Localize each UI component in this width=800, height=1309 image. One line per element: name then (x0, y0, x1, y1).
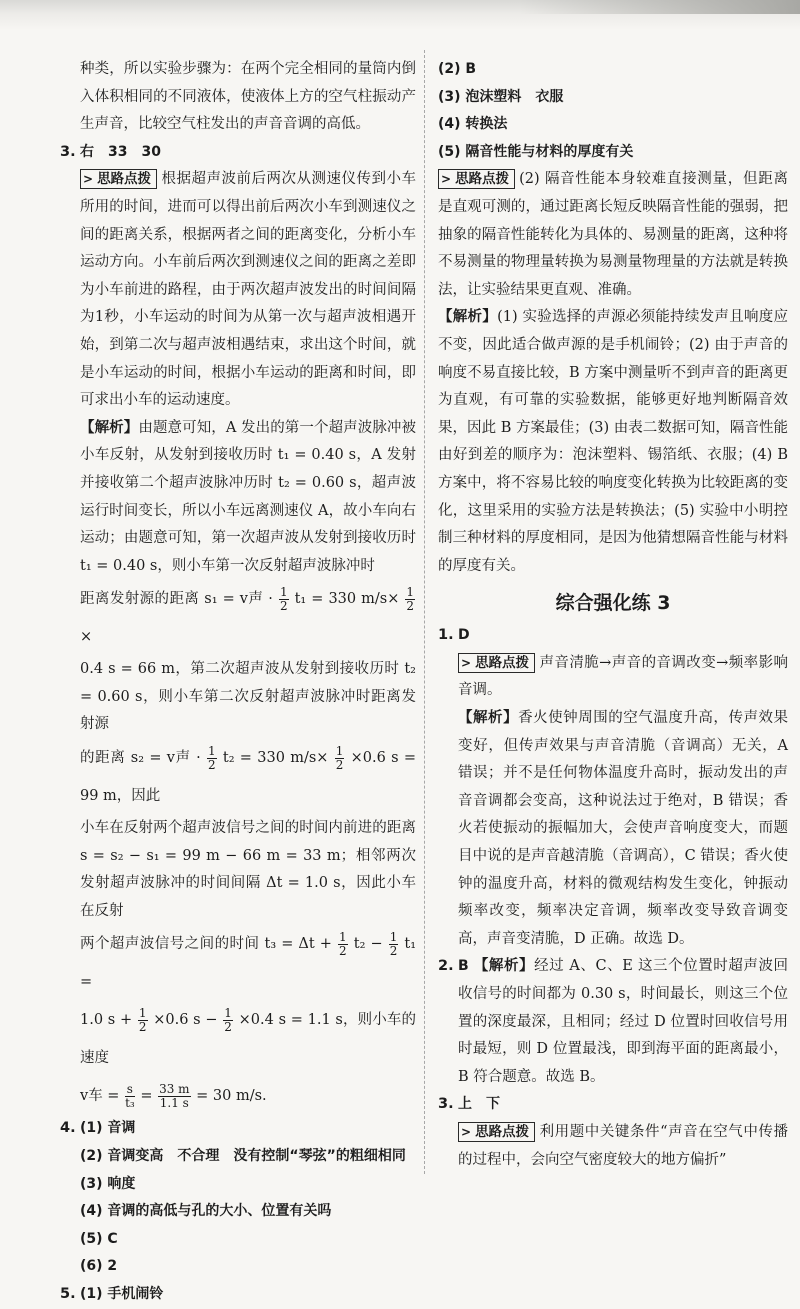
r-q3-tip-tag (458, 1122, 535, 1142)
q5-answer-item: (4) 转换法 (438, 116, 508, 133)
fraction-numerator: 33 m (159, 1081, 190, 1096)
q5-jiexi-text: (1) 实验选择的声源必须能持续发声且响度应不变，因此适合做声源的是手机闹铃；(2) 由于声音的响度不易直接比较，B 方案中测量听不到声音的距离更为直观，有可靠的实验数据，能够更好地判断隔音效果，因此 B 方案最佳；(3) 由表二数据可知，隔音性能由好到差的顺序为：泡沫塑料、锡箔纸、衣服；(4) B 方案中，将不容易比较的响度变化转换为比较距离的变化，这里采用的实验方法是转换法；(5) 实验中小明控制三种材料的厚度相同，是因为他猜想隔音性能与材料的厚度有关。 (438, 309, 788, 574)
q3-formula-v-a: v车 = (80, 1088, 120, 1105)
fraction-half (405, 586, 415, 613)
fraction-denominator: 2 (335, 757, 344, 772)
q3-number: 3. (60, 143, 76, 160)
fraction-numerator: 1 (279, 584, 288, 599)
r-q1-tip-tag-label: 思路点拨 (475, 654, 530, 671)
q3-jiexi-2 (60, 580, 416, 656)
fraction-denominator: 2 (207, 757, 216, 772)
q3-jiexi-6 (60, 925, 416, 1001)
q5-item (438, 111, 788, 139)
r-q1-jiexi (438, 705, 788, 953)
q3-formula-s2-c: ×0.6 s = 99 m，因此 (80, 750, 416, 805)
fraction-33m-over-1-1s (158, 1083, 190, 1110)
fraction-denominator: 2 (389, 943, 398, 958)
r-q1-jiexi-tag: 【解析】 (458, 710, 519, 727)
r-q1-answer: D (458, 627, 470, 644)
fraction-half (335, 745, 345, 772)
q3-answer-line (60, 139, 416, 167)
q5-tip-tag (438, 169, 515, 189)
q5-answer-item: (3) 泡沫塑料 衣服 (438, 88, 564, 105)
q5-item (438, 56, 788, 84)
q3-formula-t3-f: ×0.4 s = 1.1 s，则小车的速度 (80, 1012, 416, 1067)
fraction-numerator: 1 (389, 929, 398, 944)
q5-jiexi-tag: 【解析】 (438, 309, 498, 326)
r-q1-answer-line (438, 622, 788, 650)
fraction-half (223, 1007, 233, 1034)
r-q2-number: 2. (438, 958, 454, 975)
q3-answer: 右 33 30 (80, 143, 161, 160)
chevron-right-icon: > (461, 655, 472, 670)
q3-formula-t3-c: t₁ = (80, 936, 417, 991)
r-q2-answer: B (458, 958, 469, 975)
q3-formula-s2-b: t₂ = 330 m/s× (222, 750, 329, 767)
q4-answer-item: (5) C (80, 1230, 118, 1247)
q5-tip-text: (2) 隔音性能本身较难直接测量，但距离是直观可测的，通过距离长短反映隔音性能的强弱，把抽象的隔音性能转化为具体的、易测量的距离，这种将不易测量的物理量转换为易测量物理量的方法就是转换法，让实验结果更直观、准确。 (438, 171, 788, 298)
r-q1-number: 1. (438, 627, 454, 644)
fraction-half (138, 1007, 148, 1034)
right-column (438, 56, 788, 1174)
fraction-denominator: 2 (279, 598, 288, 613)
r-q2-jiexi-text: 经过 A、C、E 这三个位置时超声波回收信号的时间都为 0.30 s，时间最长，则这三个位置的深度最深，且相同；经过 D 位置时回收信号用时最短，则 D 位置最浅，即到海平面的距离最小，B 符合题意。故选 B。 (458, 958, 788, 1085)
q4-number: 4. (60, 1120, 76, 1137)
r-q3-tip-tag-label: 思路点拨 (475, 1123, 530, 1140)
q3-tip (60, 166, 416, 414)
r-q1-tip-tag (458, 653, 535, 673)
fraction-numerator: s (126, 1081, 133, 1096)
q4-answer-item: (2) 音调变高 不合理 没有控制“琴弦”的粗细相同 (80, 1148, 406, 1165)
fraction-denominator: 1.1 s (159, 1095, 189, 1110)
chevron-right-icon: > (461, 1124, 472, 1139)
fraction-denominator: 2 (406, 598, 415, 613)
q3-formula-t3-a: 两个超声波信号之间的时间 t₃ = Δt + (80, 936, 332, 953)
q3-jiexi-tag: 【解析】 (80, 419, 139, 436)
fraction-denominator: 2 (339, 943, 347, 958)
r-q3-tip (438, 1119, 788, 1174)
q4-item (60, 1115, 416, 1143)
r-q1-jiexi-text: 香火使钟周围的空气温度升高，传声效果变好，但传声效果与声音清脆（音调高）无关，A 错误；并不是任何物体温度升高时，振动发出的声音音调都会变高，这种说法过于绝对，B 错误；香火若使振动的振幅加大，会使声音响度变大，而题目中说的是声音越清脆（音调高），C 错误；香火使钟的温度升高，材料的微观结构发生变化，钟振动频率改变，频率决定音调，频率改变导致音调变高，声音变清脆，D 正确。故选 D。 (458, 710, 789, 947)
fraction-numerator: 1 (138, 1005, 147, 1020)
q3-jiexi-8 (60, 1077, 416, 1115)
q3-formula-t3-b: t₂ − (353, 936, 383, 953)
left-column (60, 56, 416, 1309)
r-q2 (438, 953, 788, 1091)
q5-tip-tag-label: 思路点拨 (455, 171, 510, 188)
r-q1-tip (438, 650, 788, 705)
q3-formula-s1-c: × (80, 629, 93, 646)
section-title: 综合强化练 3 (555, 592, 671, 615)
q4-answer-item: (6) 2 (80, 1258, 118, 1275)
q4-item (60, 1253, 416, 1281)
q4-answer-item: (3) 响度 (80, 1175, 136, 1192)
fraction-numerator: 1 (339, 929, 347, 944)
q3-jiexi-7 (60, 1001, 416, 1077)
q5-tip (438, 166, 788, 304)
fraction-denominator: 2 (138, 1019, 147, 1034)
q5-item (60, 1281, 416, 1309)
q3-jiexi-5: 小车在反射两个超声波信号之间的时间内前进的距离 s = s₂ − s₁ = 99 m − 66 m = 33 m；相邻两次发射超声波脉冲的时间间隔 Δt = 1.0 s，因此小车在反射 (80, 820, 416, 919)
q3-jiexi-text-1: 由题意可知，A 发出的第一个超声波脉冲被小车反射，从发射到接收历时 t₁ = 0.40 s，A 发射并接收第二个超声波脉冲历时 t₂ = 0.60 s，超声波运行时间变长，所以小车远离测速仪 A，故小车向右运动；由题意可知，第一次超声波从发射到接收历时 t₁ = 0.40 s，则小车第一次反射超声波脉冲时 (80, 419, 416, 574)
q3-formula-t3-d: 1.0 s + (80, 1012, 133, 1029)
fraction-s-over-t3 (125, 1083, 135, 1110)
q3-formula-v-b: = (140, 1088, 153, 1105)
q4-item (60, 1171, 416, 1199)
q4-item (60, 1143, 416, 1171)
q4-answer-item: (4) 音调的高低与孔的大小、位置有关吗 (80, 1203, 332, 1220)
chevron-right-icon: > (83, 172, 94, 187)
q3-jiexi-1 (60, 415, 416, 581)
r-q3-answer-line (438, 1091, 788, 1119)
intro-paragraph: 种类，所以实验步骤为：在两个完全相同的量筒内倒入体积相同的不同液体，使液体上方的空气柱振动产生声音，比较空气柱发出的声音音调的高低。 (80, 61, 416, 133)
page-corner-shadow (520, 0, 800, 14)
q4-item (60, 1198, 416, 1226)
fraction-denominator: 2 (224, 1019, 232, 1034)
q4-item (60, 1226, 416, 1254)
q3-formula-s1-b: t₁ = 330 m/s× (294, 591, 400, 608)
q3-formula-s1-a: 距离发射源的距离 s₁ = v声 · (80, 591, 273, 608)
q5-jiexi (438, 304, 788, 580)
q5-answer-item: (2) B (438, 61, 477, 77)
q3-jiexi-3: 0.4 s = 66 m，第二次超声波从发射到接收历时 t₂ = 0.60 s，则小车第二次反射超声波脉冲时距离发射源 (80, 661, 416, 733)
fraction-numerator: 1 (406, 584, 415, 599)
q3-tip-tag (80, 169, 157, 189)
fraction-half (279, 586, 289, 613)
q3-jiexi-4 (60, 739, 416, 815)
q3-tip-text: 根据超声波前后两次从测速仪传到小车所用的时间，进而可以得出前后两次小车到测速仪之间的距离关系，根据两者之间的距离变化，分析小车运动方向。小车前后两次到测速仪之间的距离之差即为小车前进的路程，由于两次超声波发出的时间间隔为1秒，小车运动的时间为从第一次与超声波相遇开始，到第二次与超声波相遇结束，求出这个时间，就是小车运动的时间，根据小车运动的距离和时间，即可求出小车的运动速度。 (80, 171, 416, 409)
column-divider (424, 50, 425, 1174)
r-q3-number: 3. (438, 1096, 454, 1113)
q3-formula-v-c: = 30 m/s. (196, 1088, 267, 1105)
q5-number: 5. (60, 1286, 76, 1302)
q3-formula-t3-e: ×0.6 s − (153, 1012, 218, 1029)
q5-answer-item: (1) 手机闹铃 (80, 1286, 164, 1302)
fraction-numerator: 1 (335, 743, 344, 758)
r-q3-answer: 上 下 (458, 1096, 500, 1113)
fraction-numerator: 1 (207, 743, 216, 758)
fraction-numerator: 1 (224, 1005, 232, 1020)
r-q1-tip-text: 声音清脆→声音的音调改变→频率影响音调。 (458, 654, 788, 699)
q5-item (438, 139, 788, 167)
fraction-half (207, 745, 217, 772)
r-q3-tip-text: 利用题中关键条件“声音在空气中传播的过程中，会向空气密度较大的地方偏折” (458, 1123, 788, 1168)
q5-item (438, 84, 788, 112)
q4-answer-item: (1) 音调 (80, 1120, 136, 1137)
chevron-right-icon: > (441, 172, 452, 187)
fraction-half (389, 931, 399, 958)
fraction-denominator: t₃ (125, 1095, 135, 1110)
q3-tip-tag-label: 思路点拨 (97, 171, 152, 188)
fraction-half (338, 931, 348, 958)
q3-formula-s2-a: 的距离 s₂ = v声 · (80, 750, 201, 767)
r-q2-jiexi-tag: 【解析】 (473, 958, 535, 975)
q5-answer-item: (5) 隔音性能与材料的厚度有关 (438, 143, 634, 160)
